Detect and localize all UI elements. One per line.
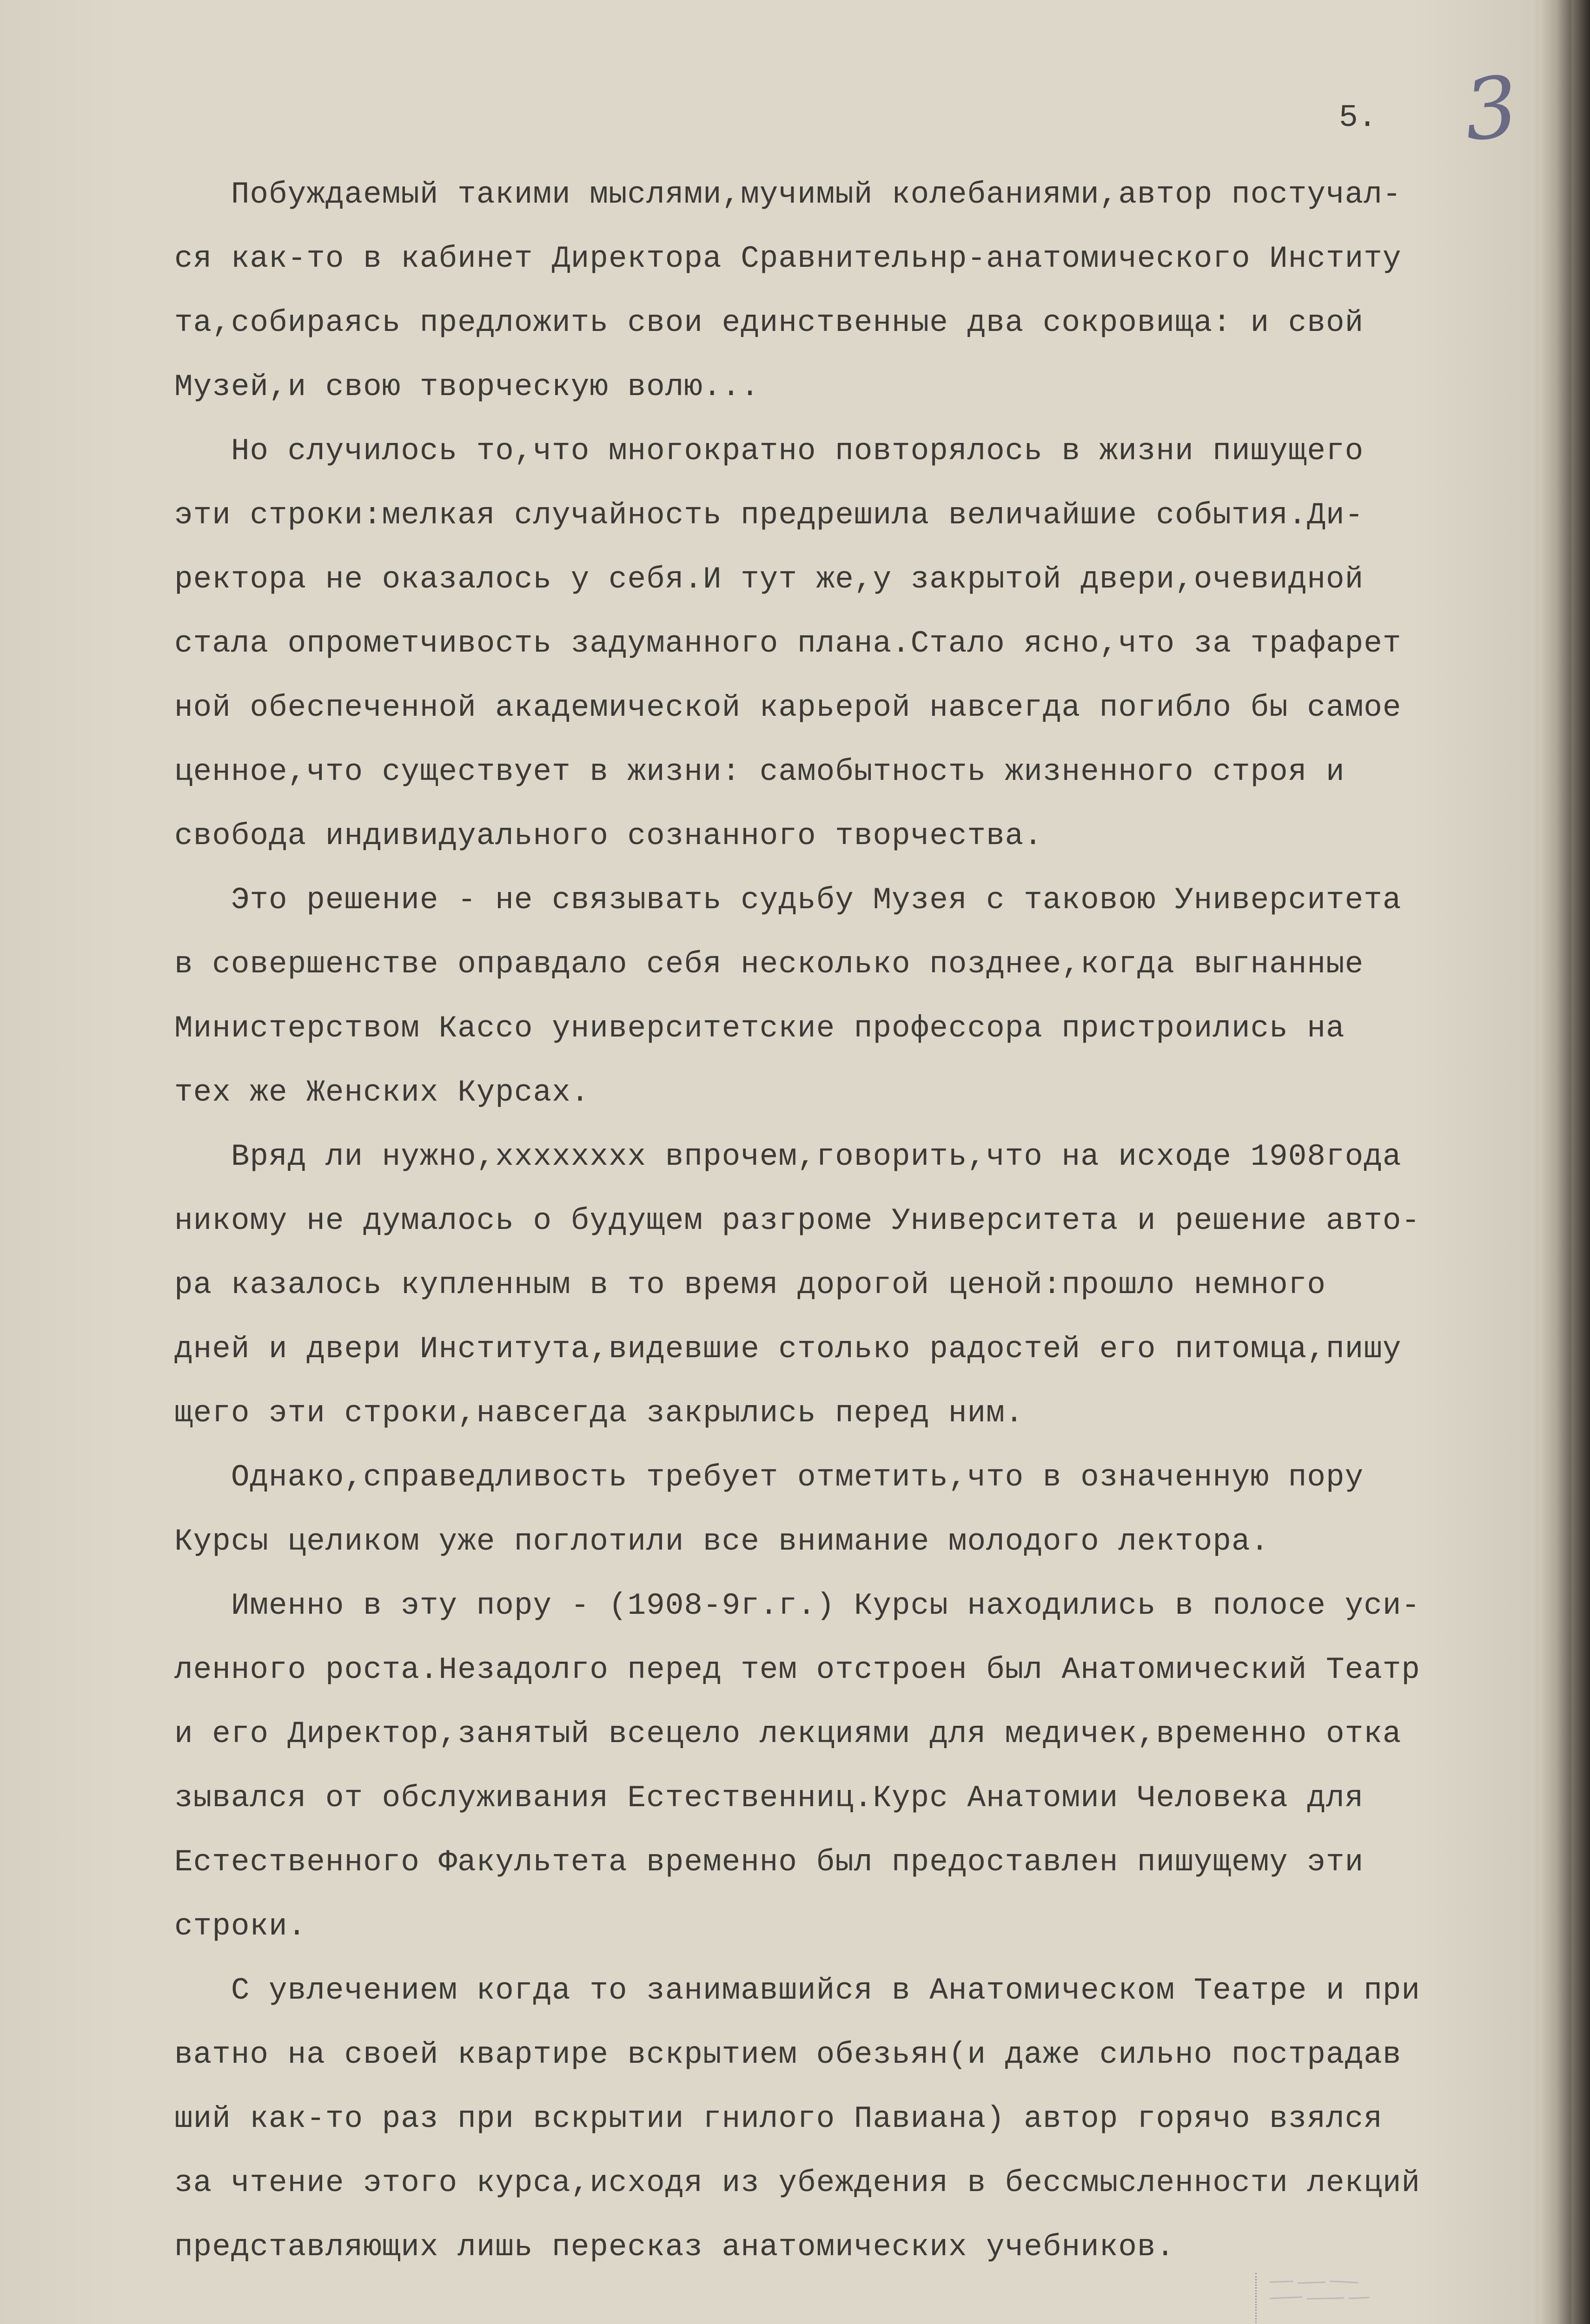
text-line: зывался от обслуживания Естественниц.Курс Анатомии Человека для <box>174 1781 1364 1816</box>
text-line: ректора не оказалось у себя.И тут же,у закрытой двери,очевидной <box>174 562 1364 597</box>
text-line: Именно в эту пору - (1908-9г.г.) Курсы находились в полосе уси- <box>174 1588 1421 1623</box>
text-line: и его Директор,занятый всецело лекциями для медичек,временно отка <box>174 1717 1402 1751</box>
text-line: Музей,и свою творческую волю... <box>174 370 760 404</box>
page-edge-fold <box>1539 0 1571 2324</box>
paragraph <box>174 419 1550 868</box>
text-line: ра казалось купленным в то время дорогой ценой:прошло немного <box>174 1268 1326 1302</box>
paragraph <box>174 1574 1550 1959</box>
text-line: строки. <box>174 1909 307 1944</box>
text-line: Однако,справедливость требует отметить,что в означенную пору <box>174 1460 1364 1495</box>
page-number: 5. <box>1339 100 1377 136</box>
faint-archive-stamp <box>1255 2273 1391 2324</box>
text-line: тех же Женских Курсах. <box>174 1075 590 1110</box>
text-line: С увлечением когда то занимавшийся в Анатомическом Театре и при <box>174 1973 1421 2008</box>
paragraph <box>174 163 1550 419</box>
text-line: Министерством Кассо университетские профессора пристроились на <box>174 1011 1345 1046</box>
text-line: ценное,что существует в жизни: самобытность жизненного строя и <box>174 754 1345 789</box>
text-line: Но случилось то,что многократно повторялось в жизни пишущего <box>174 434 1364 469</box>
text-line: стала опрометчивость задуманного плана.Стало ясно,что за трафарет <box>174 626 1402 661</box>
text-line: щего эти строки,навсегда закрылись перед ним. <box>174 1396 1024 1431</box>
text-line: Побуждаемый такими мыслями,мучимый колебаниями,автор постучал- <box>174 177 1402 212</box>
text-line: представляющих лишь пересказ анатомических учебников. <box>174 2230 1175 2265</box>
text-line: Естественного Факультета временно был предоставлен пишущему эти <box>174 1845 1364 1880</box>
text-line: дней и двери Института,видевшие столько радостей его питомца,пишу <box>174 1332 1402 1367</box>
text-line: за чтение этого курса,исходя из убеждения в бессмысленности лекций <box>174 2166 1421 2200</box>
text-line: эти строки:мелкая случайность предрешила величайшие события.Ди- <box>174 498 1364 533</box>
text-line: в совершенстве оправдало себя несколько позднее,когда выгнанные <box>174 947 1364 982</box>
text-line: та,собираясь предложить свои единственные два сокровища: и свой <box>174 305 1364 340</box>
text-line: ной обеспеченной академической карьерой навсегда погибло бы самое <box>174 690 1402 725</box>
stamp-mark-icon <box>1265 2273 1377 2324</box>
text-line: Это решение - не связывать судьбу Музея с таковою Университета <box>174 883 1402 918</box>
text-line: ший как-то раз при вскрытии гнилого Павиана) автор горячо взялся <box>174 2101 1383 2136</box>
text-line: Вряд ли нужно,xxxxxxxx впрочем,говорить,что на исходе 1908года <box>174 1139 1402 1174</box>
archive-folio-number: 3 <box>1459 58 1523 160</box>
text-line: ватно на своей квартире вскрытием обезьян(и даже сильно пострадав <box>174 2037 1402 2072</box>
paragraph <box>174 868 1550 1125</box>
text-line: Курсы целиком уже поглотили все внимание молодого лектора. <box>174 1524 1270 1559</box>
text-line: никому не думалось о будущем разгроме Университета и решение авто- <box>174 1203 1421 1238</box>
text-line: ся как-то в кабинет Директора Сравнительнр-анатомического Институ <box>174 241 1402 276</box>
paragraph <box>174 1959 1550 2279</box>
text-line: ленного роста.Незадолго перед тем отстроен был Анатомический Театр <box>174 1652 1421 1687</box>
text-line: свобода индивидуального сознанного творчества. <box>174 819 1043 853</box>
paragraph <box>174 1446 1550 1574</box>
paragraph <box>174 1125 1550 1446</box>
body-text <box>174 163 1550 2279</box>
